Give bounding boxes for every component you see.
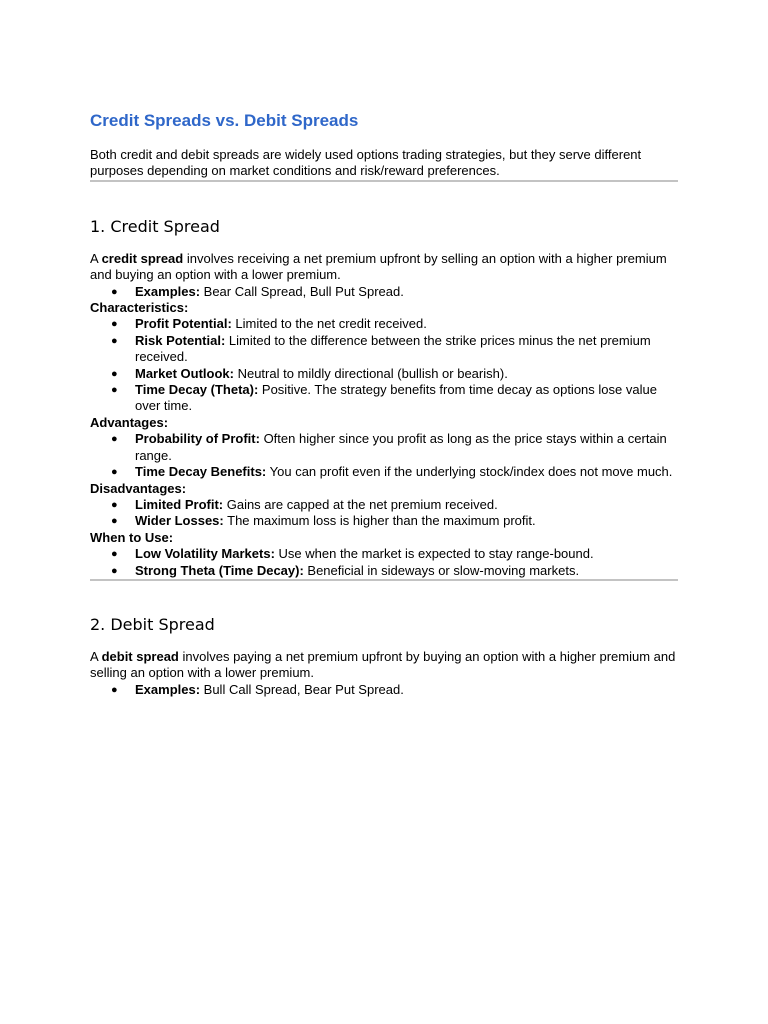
item-label: Risk Potential: (135, 332, 226, 348)
item-label: Strong Theta (Time Decay): (135, 562, 304, 578)
item-label: Examples: (135, 681, 201, 697)
item-label: Probability of Profit: (135, 431, 260, 447)
bullet-icon: ● (111, 548, 118, 561)
bullet-icon: ● (111, 515, 118, 528)
bullet-icon: ● (111, 498, 118, 511)
definition-prefix: A (90, 250, 102, 266)
item-text: Use when the market is expected to stay range-bound. (274, 546, 594, 562)
item-label: Profit Potential: (135, 316, 232, 332)
characteristics-list (90, 316, 680, 414)
list-item (90, 431, 680, 464)
list-item (90, 682, 680, 698)
item-label: Examples: (135, 283, 201, 299)
list-item (90, 563, 680, 579)
item-text: Bear Call Spread, Bull Put Spread. (200, 283, 404, 299)
list-item (90, 546, 680, 562)
item-text: Beneficial in sideways or slow-moving markets. (303, 562, 580, 578)
bullet-icon: ● (111, 683, 118, 696)
list-item (90, 366, 680, 382)
item-label: Wider Losses: (135, 513, 224, 529)
when-to-use-label: When to Use: (90, 529, 174, 545)
item-text: You can profit even if the underlying stock/index does not move much. (266, 464, 673, 480)
item-text: Limited to the net credit received. (231, 316, 427, 332)
list-item (90, 284, 680, 300)
bullet-icon: ● (111, 564, 118, 577)
item-text: Positive. The strategy benefits from time decay as options lose value over time. (135, 382, 657, 414)
item-text: Neutral to mildly directional (bullish or bearish). (233, 365, 508, 381)
list-item (90, 333, 680, 366)
document-title: Credit Spreads vs. Debit Spreads (90, 111, 359, 130)
section-divider (90, 180, 678, 182)
bullet-icon: ● (111, 285, 118, 298)
bullet-icon: ● (111, 433, 118, 446)
bullet-icon: ● (111, 334, 118, 347)
disadvantages-list (90, 497, 680, 530)
when-to-use-list (90, 546, 680, 579)
definition-text: involves paying a net premium upfront by buying an option with a higher premium and selling an option with a lower premium. (90, 648, 676, 681)
list-item (90, 316, 680, 332)
intro-paragraph: Both credit and debit spreads are widely used options trading strategies, but they serve different purposes depending on market conditions and risk/reward preferences. (90, 147, 642, 179)
debit-examples-list (90, 682, 680, 698)
list-item (90, 464, 680, 480)
definition-term: debit spread (101, 648, 179, 664)
section-divider (90, 579, 678, 581)
item-label: Time Decay Benefits: (135, 464, 267, 480)
bullet-icon: ● (111, 367, 118, 380)
disadvantages-label: Disadvantages: (90, 480, 187, 496)
advantages-label: Advantages: (90, 414, 169, 430)
list-item (90, 497, 680, 513)
item-label: Market Outlook: (135, 365, 234, 381)
definition-term: credit spread (101, 250, 184, 266)
list-item (90, 513, 680, 529)
item-text: Often higher since you profit as long as the price stays within a certain range. (135, 431, 667, 463)
item-label: Time Decay (Theta): (135, 382, 259, 398)
list-item (90, 382, 680, 415)
characteristics-label: Characteristics: (90, 300, 189, 316)
item-text: The maximum loss is higher than the maximum profit. (223, 513, 536, 529)
document-content (90, 111, 680, 698)
credit-spread-heading: 1. Credit Spread (90, 216, 220, 236)
bullet-icon: ● (111, 384, 118, 397)
debit-spread-heading: 2. Debit Spread (90, 614, 215, 634)
credit-spread-definition (90, 251, 680, 284)
item-text: Bull Call Spread, Bear Put Spread. (200, 681, 404, 697)
definition-prefix: A (90, 648, 102, 664)
item-label: Low Volatility Markets: (135, 546, 275, 562)
debit-spread-definition (90, 649, 680, 682)
item-text: Gains are capped at the net premium received. (223, 496, 498, 512)
definition-text: involves receiving a net premium upfront by selling an option with a higher premium and buying an option with a lower premium. (90, 250, 667, 283)
item-label: Limited Profit: (135, 496, 224, 512)
bullet-icon: ● (111, 318, 118, 331)
item-text: Limited to the difference between the strike prices minus the net premium received. (135, 332, 651, 365)
credit-examples-list (90, 284, 680, 300)
advantages-list (90, 431, 680, 480)
bullet-icon: ● (111, 466, 118, 479)
